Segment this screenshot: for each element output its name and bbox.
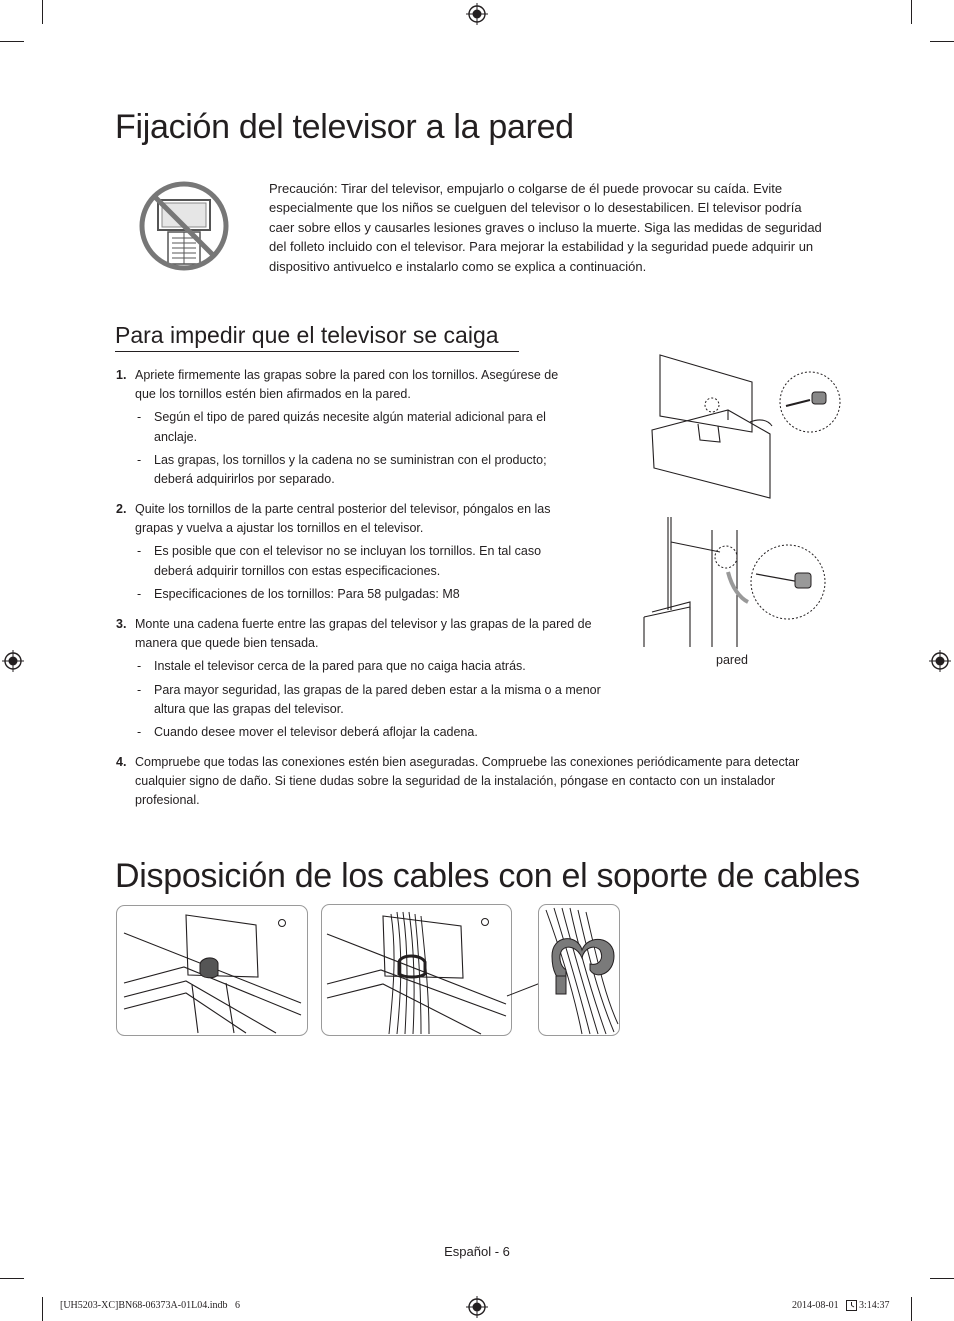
page-title: Fijación del televisor a la pared bbox=[115, 108, 574, 146]
caution-text: Precaución: Tirar del televisor, empujarlo o colgarse de él puede provocar su caída. Evite especialmente que los niños se cuelguen del televisor o lo desestabilicen. El televisor podría caer sobre ellos y causarles lesiones graves o incluso la muerte. Siga las medidas de seguridad del folleto incluido con el televisor. Para mejorar la estabilidad y la seguridad puede adquirir un dispositivo antivuelco e instalarlo como se explica a continuación. bbox=[269, 181, 822, 274]
tv-wall-side-illustration bbox=[640, 512, 830, 652]
cable-holder-illustration bbox=[116, 905, 308, 1036]
section-heading-underline bbox=[115, 351, 519, 352]
step-text: Monte una cadena fuerte entre las grapas del televisor y las grapas de la pared de manera que quede bien tensada. bbox=[135, 617, 592, 651]
crop-mark bbox=[911, 0, 912, 24]
list-item bbox=[116, 366, 576, 489]
dash-marker: - bbox=[137, 410, 142, 425]
step-text: Quite los tornillos de la parte central posterior del televisor, póngalos en las grapas y vuelva a ajustar los tornillos en el televisor. bbox=[135, 502, 551, 536]
list-item bbox=[116, 615, 606, 742]
crop-mark bbox=[0, 1278, 24, 1279]
list-item bbox=[137, 451, 574, 489]
crop-mark bbox=[0, 41, 24, 42]
no-climbing-warning-icon bbox=[138, 180, 230, 272]
list-item bbox=[137, 408, 574, 446]
step-text: Apriete firmemente las grapas sobre la pared con los tornillos. Asegúrese de que los tornillos estén bien afirmados en la pared. bbox=[135, 368, 559, 402]
registration-mark-icon bbox=[929, 650, 951, 672]
registration-mark-icon bbox=[466, 3, 488, 25]
section-heading: Para impedir que el televisor se caiga bbox=[115, 322, 499, 348]
dash-marker: - bbox=[137, 659, 142, 674]
step-number: 2. bbox=[116, 502, 127, 516]
step-note: Especificaciones de los tornillos: Para 58 pulgadas: M8 bbox=[154, 586, 460, 601]
step-text: Compruebe que todas las conexiones estén bien aseguradas. Compruebe las conexiones periódicamente para detectar cualquier signo de daño. Si tiene dudas sobre la seguridad de la instalación, póngase en contacto con un instalador profesional. bbox=[135, 755, 800, 808]
list-item bbox=[137, 542, 574, 580]
list-item bbox=[137, 723, 624, 742]
step-note: Instale el televisor cerca de la pared para que no caiga hacia atrás. bbox=[154, 659, 526, 674]
cable-holder-with-cables-illustration bbox=[321, 904, 513, 1036]
crop-mark bbox=[911, 1297, 912, 1321]
crop-mark bbox=[42, 0, 43, 24]
list-item bbox=[137, 657, 624, 676]
step-number: 4. bbox=[116, 755, 127, 769]
dash-marker: - bbox=[137, 725, 142, 740]
tv-bracket-illustration bbox=[640, 350, 845, 500]
dash-marker: - bbox=[137, 586, 142, 601]
print-date: 2014-08-01 bbox=[792, 1300, 839, 1311]
step-number: 1. bbox=[116, 368, 127, 382]
registration-mark-icon bbox=[466, 1296, 488, 1318]
wall-label: pared bbox=[716, 653, 748, 667]
list-item bbox=[137, 585, 574, 604]
file-info: [UH5203-XC]BN68-06373A-01L04.indb 6 bbox=[60, 1300, 240, 1311]
registration-mark-icon bbox=[2, 650, 24, 672]
step-note: Las grapas, los tornillos y la cadena no se suministran con el producto; deberá adquirirlos por separado. bbox=[154, 452, 547, 487]
clock-icon bbox=[846, 1300, 857, 1311]
print-time: 3:14:37 bbox=[859, 1300, 890, 1311]
list-item bbox=[137, 681, 624, 719]
step-note: Es posible que con el televisor no se incluyan los tornillos. En tal caso deberá adquirir tornillos con estas especificaciones. bbox=[154, 544, 542, 578]
list-item bbox=[116, 500, 576, 604]
step-note: Cuando desee mover el televisor deberá aflojar la cadena. bbox=[154, 725, 478, 740]
dash-marker: - bbox=[137, 682, 142, 697]
cable-clip-detail-illustration bbox=[538, 904, 620, 1036]
dash-marker: - bbox=[137, 544, 142, 559]
crop-mark bbox=[930, 1278, 954, 1279]
page-number: Español - 6 bbox=[444, 1244, 510, 1259]
crop-mark bbox=[930, 41, 954, 42]
step-note: Según el tipo de pared quizás necesite algún material adicional para el anclaje. bbox=[154, 410, 546, 444]
list-item bbox=[116, 753, 831, 811]
crop-mark bbox=[42, 1297, 43, 1321]
step-number: 3. bbox=[116, 617, 127, 631]
cables-heading: Disposición de los cables con el soporte de cables bbox=[115, 857, 860, 895]
dash-marker: - bbox=[137, 452, 142, 467]
step-note: Para mayor seguridad, las grapas de la pared deben estar a la misma o a menor altura que las grapas del televisor. bbox=[154, 682, 601, 716]
